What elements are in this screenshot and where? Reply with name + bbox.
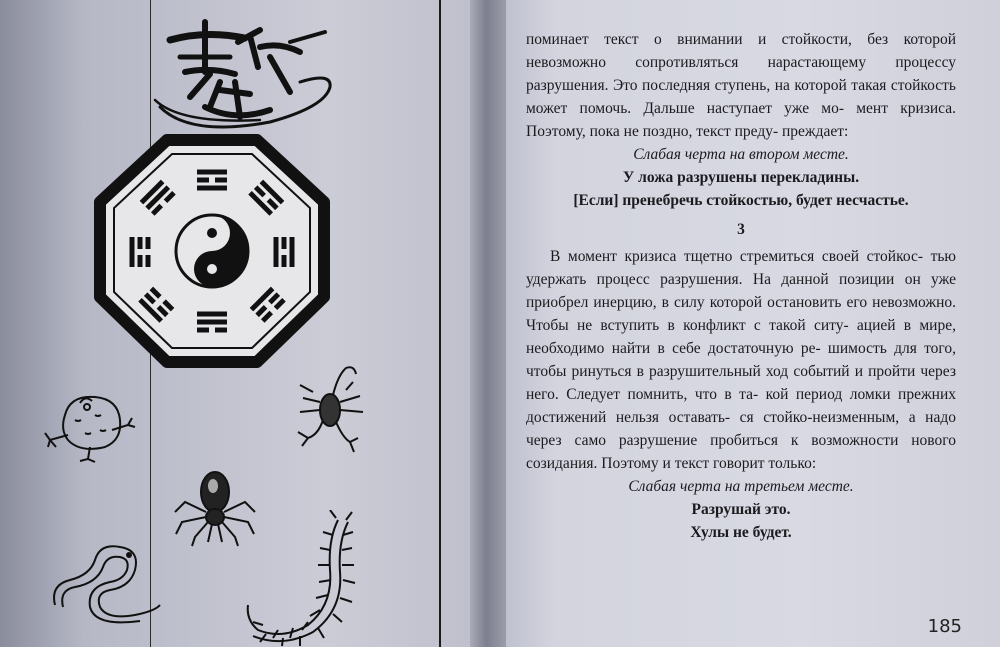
book-gutter: [470, 0, 506, 647]
yin-yang-symbol: [176, 215, 248, 287]
toad-illustration: [40, 385, 140, 465]
paragraph-2: [526, 245, 956, 475]
text-line: он уже приобрел инерцию, в силу которой остановить его: [526, 271, 956, 311]
text-line: преждает:: [782, 123, 849, 140]
bagua-octagon: [92, 132, 332, 370]
left-page: [0, 0, 470, 647]
calligraphy-character: [150, 12, 350, 137]
text-block: [526, 28, 956, 544]
text-line: мент кризиса. Поэтому, пока не поздно, текст преду-: [526, 100, 957, 140]
text-line: поминает текст о внимании и стойкости, без которой: [526, 31, 956, 48]
text-line: кой период ломки прежних достижений нельзя оставать-: [526, 386, 956, 426]
page-number: 185: [927, 616, 962, 637]
text-line: невозможно. Чтобы не вступить в конфликт с такой ситу-: [526, 294, 956, 334]
line-2-text-2: [Если] пренебречь стойкостью, будет несчастье.: [573, 192, 909, 209]
line-3-text-1: Разрушай это.: [691, 501, 791, 518]
line-3-heading: Слабая черта на третьем месте.: [628, 478, 854, 495]
line-2-heading: Слабая черта на втором месте.: [633, 146, 849, 163]
text-line: событий и пройти через него. Следует помнить, что в та-: [526, 363, 956, 403]
centipede-illustration: [238, 510, 378, 647]
paragraph-1: [526, 28, 956, 143]
line-3-text-2: Хулы не будет.: [690, 524, 792, 541]
scorpion-illustration: [288, 360, 378, 460]
text-line: пробиться к возможности нового созидания. Поэтому: [526, 432, 956, 472]
text-line: стойкость может помочь. Дальше наступает уже мо-: [526, 77, 956, 117]
section-number: 3: [737, 221, 745, 238]
text-line: тью удержать процесс разрушения. На данной позиции: [526, 248, 956, 288]
text-line: В момент кризиса тщетно стремиться своей стойкос-: [550, 248, 924, 265]
text-line: и текст говорит только:: [662, 455, 817, 472]
snake-illustration: [45, 535, 165, 625]
text-line: ацией в мире, необходимо найти в себе достаточную ре-: [526, 317, 956, 357]
right-page: [506, 0, 1000, 647]
text-line: шимость для того, чтобы ринуться в разрушительный ход: [526, 340, 957, 380]
text-line: невозможно сопротивляться нарастающему процессу: [526, 54, 956, 71]
text-line: разрушения. Это последняя ступень, на которой такая: [526, 77, 887, 94]
line-2-text-1: У ложа разрушены перекладины.: [622, 169, 860, 186]
text-line: ся стойко-неизменным, а надо через само разрушение: [526, 409, 956, 449]
